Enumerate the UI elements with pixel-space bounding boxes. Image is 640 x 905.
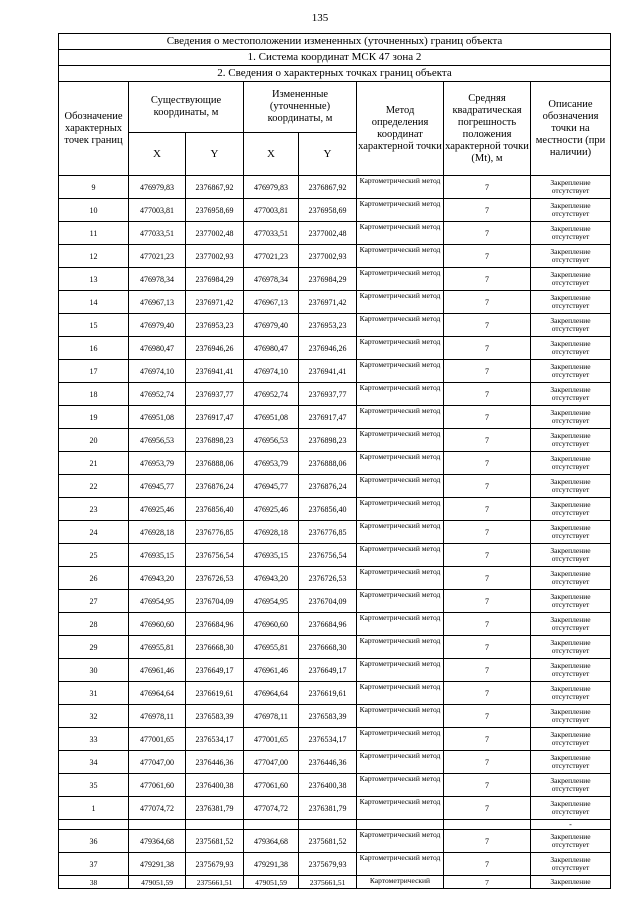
point-cell: 1 [59,797,129,820]
header-changed-coords: Измененные (уточненные) координаты, м [244,82,357,133]
separator-row [59,820,611,830]
table-row [59,567,611,590]
error-cell: 7 [444,544,531,567]
point-cell: 25 [59,544,129,567]
method-cell: Картометрический метод [357,452,444,475]
existing-x-cell: 477047,00 [129,751,186,774]
changed-x-cell: 476935,15 [244,544,299,567]
existing-x-cell: 476953,79 [129,452,186,475]
changed-x-cell: 476978,34 [244,268,299,291]
description-cell: Закрепление отсутствует [531,797,611,820]
existing-y-cell: 2376958,69 [186,199,244,222]
changed-y-cell: 2376984,29 [299,268,357,291]
existing-x-cell: 477074,72 [129,797,186,820]
header-existing-coords: Существующие координаты, м [129,82,244,133]
point-cell: 34 [59,751,129,774]
changed-x-cell: 476928,18 [244,521,299,544]
changed-x-cell: 476974,10 [244,360,299,383]
description-cell: Закрепление отсутствует [531,383,611,406]
error-cell: 7 [444,452,531,475]
table-row [59,429,611,452]
changed-y-cell: 2376446,36 [299,751,357,774]
error-cell: 7 [444,797,531,820]
existing-y-cell: 2375679,93 [186,853,244,876]
method-cell: Картометрический метод [357,199,444,222]
header-existing-y: Y [186,133,244,176]
existing-y-cell: 2376946,26 [186,337,244,360]
point-cell: 24 [59,521,129,544]
point-cell: 26 [59,567,129,590]
changed-y-cell: 2376684,96 [299,613,357,636]
point-cell: 36 [59,830,129,853]
method-cell: Картометрический метод [357,728,444,751]
header-method: Метод определения координат характерной точки [357,82,444,176]
description-cell: Закрепление отсутствует [531,475,611,498]
method-cell: Картометрический метод [357,475,444,498]
table-body [59,176,611,889]
changed-y-cell: 2376856,40 [299,498,357,521]
table-row [59,830,611,853]
error-cell: 7 [444,659,531,682]
point-cell: 12 [59,245,129,268]
error-cell: 7 [444,521,531,544]
existing-x-cell: 479364,68 [129,830,186,853]
existing-y-cell: 2376668,30 [186,636,244,659]
changed-y-cell: 2376917,47 [299,406,357,429]
point-cell: 16 [59,337,129,360]
error-cell: 7 [444,567,531,590]
existing-y-cell: 2376619,61 [186,682,244,705]
changed-y-cell: 2376971,42 [299,291,357,314]
table-row [59,176,611,199]
description-cell: Закрепление отсутствует [531,268,611,291]
method-cell: Картометрический метод [357,774,444,797]
method-cell: Картометрический метод [357,705,444,728]
changed-x-cell: 476961,46 [244,659,299,682]
changed-x-cell: 479051,59 [244,876,299,889]
changed-x-cell: 476951,08 [244,406,299,429]
existing-x-cell: 476974,10 [129,360,186,383]
point-cell: 19 [59,406,129,429]
changed-x-cell: 479364,68 [244,830,299,853]
changed-x-cell: 476967,13 [244,291,299,314]
description-cell: Закрепление отсутствует [531,452,611,475]
description-cell: Закрепление [531,876,611,889]
description-cell: Закрепление отсутствует [531,291,611,314]
changed-y-cell: 2376649,17 [299,659,357,682]
error-cell: 7 [444,199,531,222]
existing-x-cell: 477061,60 [129,774,186,797]
description-cell: Закрепление отсутствует [531,498,611,521]
existing-y-cell: 2376941,41 [186,360,244,383]
point-cell: 27 [59,590,129,613]
table-title: Сведения о местоположении измененных (уточненных) границ объекта [59,34,611,50]
description-cell: Закрепление отсутствует [531,429,611,452]
point-cell: 18 [59,383,129,406]
coordinate-system-title: 1. Система координат МСК 47 зона 2 [59,50,611,66]
changed-y-cell: 2376583,39 [299,705,357,728]
error-cell: 7 [444,705,531,728]
method-cell: Картометрический метод [357,751,444,774]
header-existing-x: X [129,133,186,176]
point-cell: 20 [59,429,129,452]
point-cell: 37 [59,853,129,876]
changed-x-cell: 476925,46 [244,498,299,521]
error-cell: 7 [444,728,531,751]
existing-x-cell: 476928,18 [129,521,186,544]
existing-y-cell: 2376381,79 [186,797,244,820]
method-cell: Картометрический метод [357,429,444,452]
method-cell: Картометрический метод [357,245,444,268]
existing-y-cell: 2375661,51 [186,876,244,889]
point-cell: 9 [59,176,129,199]
error-cell: 7 [444,222,531,245]
existing-y-cell: 2376400,38 [186,774,244,797]
table-row [59,337,611,360]
changed-y-cell: 2376953,23 [299,314,357,337]
changed-y-cell: 2376756,54 [299,544,357,567]
changed-x-cell: 476979,83 [244,176,299,199]
changed-y-cell: 2376668,30 [299,636,357,659]
point-cell: 17 [59,360,129,383]
table-row [59,659,611,682]
method-cell: Картометрический метод [357,613,444,636]
changed-x-cell: 477021,23 [244,245,299,268]
method-cell: Картометрический метод [357,360,444,383]
page-number: 135 [311,12,329,24]
changed-y-cell: 2377002,48 [299,222,357,245]
point-cell: 30 [59,659,129,682]
changed-y-cell: 2376867,92 [299,176,357,199]
changed-y-cell: 2376704,09 [299,590,357,613]
error-cell: 7 [444,406,531,429]
existing-y-cell: 2376856,40 [186,498,244,521]
description-cell: Закрепление отсутствует [531,176,611,199]
existing-x-cell: 476956,53 [129,429,186,452]
changed-x-cell: 477061,60 [244,774,299,797]
error-cell: 7 [444,475,531,498]
changed-y-cell: 2376958,69 [299,199,357,222]
error-cell: 7 [444,360,531,383]
existing-x-cell: 476955,81 [129,636,186,659]
error-cell: 7 [444,291,531,314]
changed-y-cell: 2376726,53 [299,567,357,590]
table-row [59,521,611,544]
method-cell: Картометрический метод [357,268,444,291]
changed-x-cell: 476960,60 [244,613,299,636]
description-cell: Закрепление отсутствует [531,222,611,245]
description-cell: Закрепление отсутствует [531,682,611,705]
point-cell: 38 [59,876,129,889]
existing-x-cell: 476964,64 [129,682,186,705]
description-cell: Закрепление отсутствует [531,567,611,590]
method-cell: Картометрический метод [357,590,444,613]
existing-x-cell: 476978,11 [129,705,186,728]
existing-y-cell: 2376776,85 [186,521,244,544]
existing-y-cell: 2377002,93 [186,245,244,268]
existing-x-cell: 476945,77 [129,475,186,498]
description-cell: Закрепление отсутствует [531,314,611,337]
point-cell: 32 [59,705,129,728]
changed-y-cell: 2375679,93 [299,853,357,876]
error-cell: 7 [444,613,531,636]
changed-x-cell: 476953,79 [244,452,299,475]
changed-y-cell: 2376888,06 [299,452,357,475]
changed-y-cell: 2376619,61 [299,682,357,705]
header-changed-x: X [244,133,299,176]
changed-y-cell: 2376946,26 [299,337,357,360]
existing-y-cell: 2376898,23 [186,429,244,452]
error-cell: 7 [444,590,531,613]
point-cell: 22 [59,475,129,498]
method-cell: Картометрический метод [357,337,444,360]
description-cell: Закрепление отсутствует [531,659,611,682]
error-cell: 7 [444,337,531,360]
point-cell: 28 [59,613,129,636]
table-row [59,314,611,337]
table-row [59,797,611,820]
description-cell: Закрепление отсутствует [531,406,611,429]
table-row [59,452,611,475]
changed-x-cell: 476979,40 [244,314,299,337]
description-cell: - [531,820,611,830]
table-row [59,613,611,636]
table-row [59,682,611,705]
existing-y-cell: 2375681,52 [186,830,244,853]
existing-y-cell: 2376984,29 [186,268,244,291]
existing-y-cell: 2376649,17 [186,659,244,682]
table-row [59,590,611,613]
changed-x-cell: 477033,51 [244,222,299,245]
existing-x-cell: 476967,13 [129,291,186,314]
error-cell: 7 [444,876,531,889]
point-cell: 21 [59,452,129,475]
method-cell: Картометрический метод [357,314,444,337]
table-row [59,475,611,498]
header-point: Обозначение характерных точек границ [59,82,129,176]
changed-x-cell: 476954,95 [244,590,299,613]
point-cell: 15 [59,314,129,337]
changed-x-cell: 477047,00 [244,751,299,774]
changed-x-cell: 476978,11 [244,705,299,728]
table-row [59,774,611,797]
description-cell: Закрепление отсутствует [531,830,611,853]
existing-y-cell: 2376867,92 [186,176,244,199]
description-cell: Закрепление отсутствует [531,199,611,222]
existing-y-cell: 2377002,48 [186,222,244,245]
existing-y-cell: 2376917,47 [186,406,244,429]
existing-y-cell: 2376684,96 [186,613,244,636]
changed-x-cell: 477001,65 [244,728,299,751]
existing-x-cell: 477033,51 [129,222,186,245]
existing-y-cell: 2376876,24 [186,475,244,498]
method-cell: Картометрический метод [357,383,444,406]
error-cell: 7 [444,751,531,774]
changed-x-cell: 476964,64 [244,682,299,705]
section-title: 2. Сведения о характерных точках границ объекта [59,66,611,82]
table-row [59,876,611,889]
existing-x-cell: 476980,47 [129,337,186,360]
existing-x-cell: 476960,60 [129,613,186,636]
description-cell: Закрепление отсутствует [531,636,611,659]
description-cell: Закрепление отсутствует [531,521,611,544]
description-cell: Закрепление отсутствует [531,705,611,728]
method-cell: Картометрический метод [357,830,444,853]
point-cell: 13 [59,268,129,291]
table-row [59,268,611,291]
table-row [59,751,611,774]
changed-x-cell: 476956,53 [244,429,299,452]
changed-x-cell: 477074,72 [244,797,299,820]
method-cell: Картометрический метод [357,636,444,659]
description-cell: Закрепление отсутствует [531,728,611,751]
changed-x-cell: 476955,81 [244,636,299,659]
changed-x-cell: 479291,38 [244,853,299,876]
header-description: Описание обозначения точки на местности (при наличии) [531,82,611,176]
description-cell: Закрепление отсутствует [531,590,611,613]
table-row [59,544,611,567]
error-cell: 7 [444,176,531,199]
changed-y-cell: 2376776,85 [299,521,357,544]
method-cell: Картометрический [357,876,444,889]
description-cell: Закрепление отсутствует [531,751,611,774]
changed-y-cell: 2377002,93 [299,245,357,268]
table-row [59,406,611,429]
description-cell: Закрепление отсутствует [531,613,611,636]
existing-x-cell: 476951,08 [129,406,186,429]
existing-x-cell: 476935,15 [129,544,186,567]
error-cell: 7 [444,853,531,876]
table-row [59,222,611,245]
changed-y-cell: 2376876,24 [299,475,357,498]
point-cell: 10 [59,199,129,222]
error-cell: 7 [444,830,531,853]
point-cell: 35 [59,774,129,797]
changed-y-cell: 2375681,52 [299,830,357,853]
existing-x-cell: 476943,20 [129,567,186,590]
method-cell: Картометрический метод [357,567,444,590]
table-row [59,360,611,383]
error-cell: 7 [444,774,531,797]
table-row [59,383,611,406]
point-cell: 31 [59,682,129,705]
point-cell: 29 [59,636,129,659]
description-cell: Закрепление отсутствует [531,774,611,797]
existing-y-cell: 2376971,42 [186,291,244,314]
method-cell: Картометрический метод [357,291,444,314]
table-row [59,245,611,268]
changed-y-cell: 2376534,17 [299,728,357,751]
error-cell: 7 [444,268,531,291]
error-cell: 7 [444,245,531,268]
header-changed-y: Y [299,133,357,176]
header-error: Средняя квадратическая погрешность положения характерной точки (Mt), м [444,82,531,176]
method-cell: Картометрический метод [357,544,444,567]
existing-y-cell: 2376446,36 [186,751,244,774]
method-cell: Картометрический метод [357,797,444,820]
existing-x-cell: 476925,46 [129,498,186,521]
error-cell: 7 [444,682,531,705]
existing-x-cell: 479291,38 [129,853,186,876]
existing-x-cell: 476961,46 [129,659,186,682]
existing-y-cell: 2376583,39 [186,705,244,728]
existing-x-cell: 476978,34 [129,268,186,291]
description-cell: Закрепление отсутствует [531,337,611,360]
changed-x-cell: 476952,74 [244,383,299,406]
changed-y-cell: 2376400,38 [299,774,357,797]
existing-y-cell: 2376888,06 [186,452,244,475]
existing-y-cell: 2376953,23 [186,314,244,337]
method-cell: Картометрический метод [357,406,444,429]
error-cell: 7 [444,498,531,521]
description-cell: Закрепление отсутствует [531,360,611,383]
method-cell: Картометрический метод [357,498,444,521]
existing-y-cell: 2376756,54 [186,544,244,567]
method-cell: Картометрический метод [357,853,444,876]
existing-x-cell: 476954,95 [129,590,186,613]
error-cell: 7 [444,636,531,659]
existing-x-cell: 479051,59 [129,876,186,889]
existing-x-cell: 476952,74 [129,383,186,406]
description-cell: Закрепление отсутствует [531,853,611,876]
point-cell: 14 [59,291,129,314]
table-row [59,728,611,751]
method-cell: Картометрический метод [357,521,444,544]
existing-x-cell: 477021,23 [129,245,186,268]
changed-y-cell: 2376898,23 [299,429,357,452]
method-cell: Картометрический метод [357,659,444,682]
existing-y-cell: 2376534,17 [186,728,244,751]
point-cell: 33 [59,728,129,751]
table-row [59,853,611,876]
existing-x-cell: 476979,40 [129,314,186,337]
table-row [59,199,611,222]
existing-x-cell: 476979,83 [129,176,186,199]
description-cell: Закрепление отсутствует [531,544,611,567]
existing-y-cell: 2376937,77 [186,383,244,406]
method-cell: Картометрический метод [357,682,444,705]
point-cell: 11 [59,222,129,245]
changed-y-cell: 2376381,79 [299,797,357,820]
table-row [59,636,611,659]
existing-x-cell: 477001,65 [129,728,186,751]
error-cell: 7 [444,383,531,406]
method-cell: Картометрический метод [357,222,444,245]
error-cell: 7 [444,429,531,452]
existing-y-cell: 2376704,09 [186,590,244,613]
method-cell: Картометрический метод [357,176,444,199]
table-row [59,291,611,314]
description-cell: Закрепление отсутствует [531,245,611,268]
table-row [59,705,611,728]
changed-x-cell: 477003,81 [244,199,299,222]
changed-y-cell: 2375661,51 [299,876,357,889]
changed-y-cell: 2376937,77 [299,383,357,406]
existing-x-cell: 477003,81 [129,199,186,222]
changed-x-cell: 476945,77 [244,475,299,498]
changed-x-cell: 476980,47 [244,337,299,360]
coordinates-table [58,33,611,889]
table-row [59,498,611,521]
error-cell: 7 [444,314,531,337]
existing-y-cell: 2376726,53 [186,567,244,590]
point-cell: 23 [59,498,129,521]
changed-x-cell: 476943,20 [244,567,299,590]
changed-y-cell: 2376941,41 [299,360,357,383]
